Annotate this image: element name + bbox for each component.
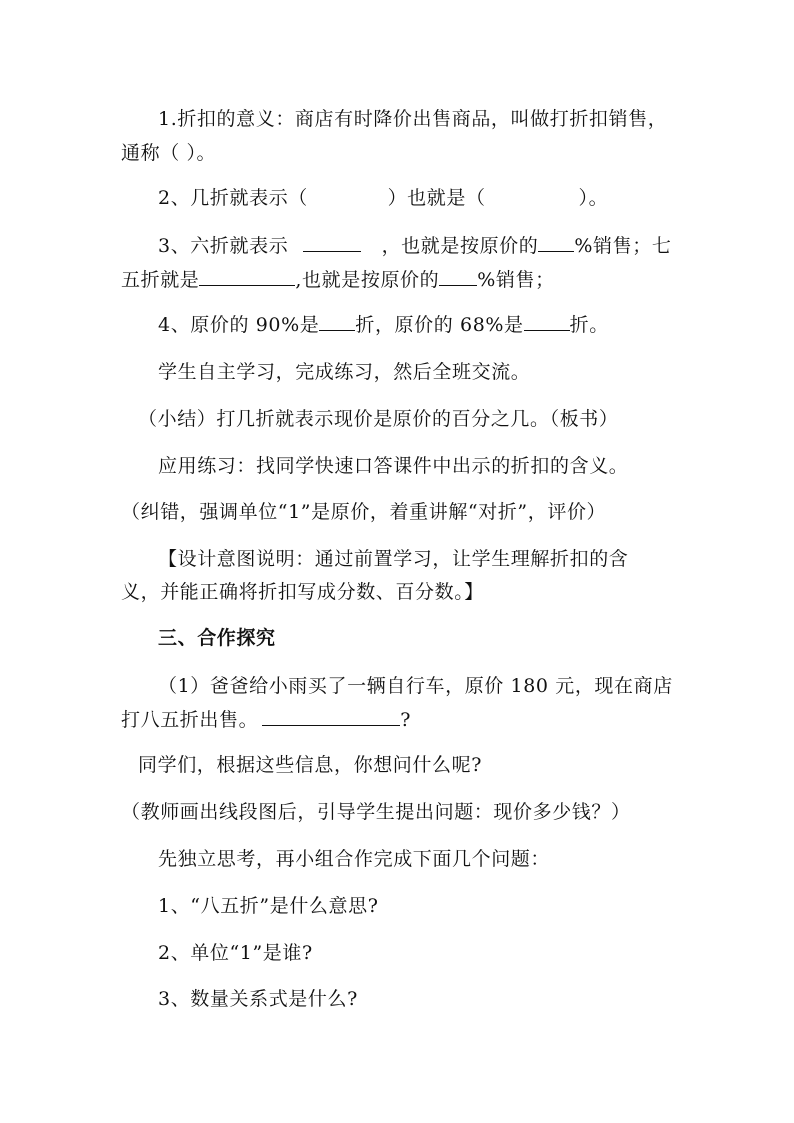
answer-blank bbox=[262, 707, 400, 726]
discount-meaning-text-2: 通称（ ）。 bbox=[121, 142, 217, 164]
question-3-text-f: %销售； bbox=[477, 269, 555, 291]
problem-1-question-mark: ? bbox=[400, 709, 411, 731]
answer-blank bbox=[538, 233, 574, 252]
question-3-text-e: ,也就是按原价的 bbox=[295, 269, 440, 291]
question-3-text-c: %销售；七 bbox=[574, 235, 672, 257]
answer-blank bbox=[199, 267, 295, 286]
correction-text: （纠错，强调单位“1”是原价，着重讲解“对折”，评价） bbox=[121, 501, 607, 523]
answer-blank bbox=[524, 312, 570, 331]
group-work-text: 先独立思考，再小组合作完成下面几个问题： bbox=[158, 848, 551, 870]
question-4-line bbox=[0, 312, 794, 338]
answer-blank bbox=[439, 267, 477, 286]
discount-meaning-line-2 bbox=[0, 140, 794, 166]
summary-text: （小结）打几折就表示现价是原价的百分之几。（板书） bbox=[138, 408, 619, 430]
summary-line bbox=[0, 406, 794, 432]
sub-question-1 bbox=[0, 893, 794, 919]
answer-blank bbox=[303, 233, 361, 252]
practice-line bbox=[0, 453, 794, 479]
design-intent-line-2 bbox=[0, 579, 794, 605]
answer-blank bbox=[319, 312, 355, 331]
section-3-heading bbox=[0, 625, 794, 651]
self-study-line bbox=[0, 359, 794, 385]
teacher-note-text: （教师画出线段图后，引导学生提出问题：现价多少钱？） bbox=[121, 801, 631, 823]
prompt-line bbox=[0, 752, 794, 778]
question-3-text-d: 五折就是 bbox=[121, 269, 200, 291]
design-intent-line-1 bbox=[0, 546, 794, 572]
correction-line bbox=[0, 499, 794, 525]
problem-1-text-1: （1）爸爸给小雨买了一辆自行车，原价 180 元，现在商店 bbox=[158, 675, 673, 697]
design-intent-text-2: 义，并能正确将折扣写成分数、百分数。】 bbox=[121, 581, 484, 603]
sub-question-2 bbox=[0, 940, 794, 966]
teacher-note-line bbox=[0, 799, 794, 825]
section-3-heading-text: 三、合作探究 bbox=[158, 627, 276, 649]
practice-text: 应用练习：找同学快速口答课件中出示的折扣的含义。 bbox=[158, 455, 629, 477]
question-2-line bbox=[0, 185, 794, 211]
group-work-line bbox=[0, 846, 794, 872]
problem-1-line-1 bbox=[0, 673, 794, 699]
problem-1-text-2: 打八五折出售。 bbox=[121, 709, 259, 731]
question-4-text-c: 折。 bbox=[569, 314, 609, 336]
question-3-text-b: ，也就是按原价的 bbox=[381, 235, 539, 257]
question-4-text-a: 4、原价的 90%是 bbox=[158, 314, 320, 336]
sub-question-2-text: 2、单位“1”是谁? bbox=[158, 942, 313, 964]
prompt-text: 同学们，根据这些信息，你想问什么呢? bbox=[138, 754, 482, 776]
question-3-line-1 bbox=[0, 233, 794, 259]
discount-meaning-text-1: 1.折扣的意义：商店有时降价出售商品，叫做打折扣销售， bbox=[158, 108, 668, 130]
question-4-text-b: 折，原价的 68%是 bbox=[355, 314, 524, 336]
question-3-text-a: 3、六折就表示 bbox=[158, 235, 289, 257]
self-study-text: 学生自主学习，完成练习，然后全班交流。 bbox=[158, 361, 531, 383]
question-2-text: 2、几折就表示（ ）也就是（ ）。 bbox=[158, 187, 609, 209]
problem-1-line-2 bbox=[0, 707, 794, 733]
design-intent-text-1: 【设计意图说明：通过前置学习，让学生理解折扣的含 bbox=[158, 548, 629, 570]
sub-question-3 bbox=[0, 986, 794, 1012]
sub-question-1-text: 1、“八五折”是什么意思? bbox=[158, 895, 379, 917]
sub-question-3-text: 3、数量关系式是什么? bbox=[158, 988, 358, 1010]
question-3-line-2 bbox=[0, 267, 794, 293]
discount-meaning-line-1 bbox=[0, 106, 794, 132]
